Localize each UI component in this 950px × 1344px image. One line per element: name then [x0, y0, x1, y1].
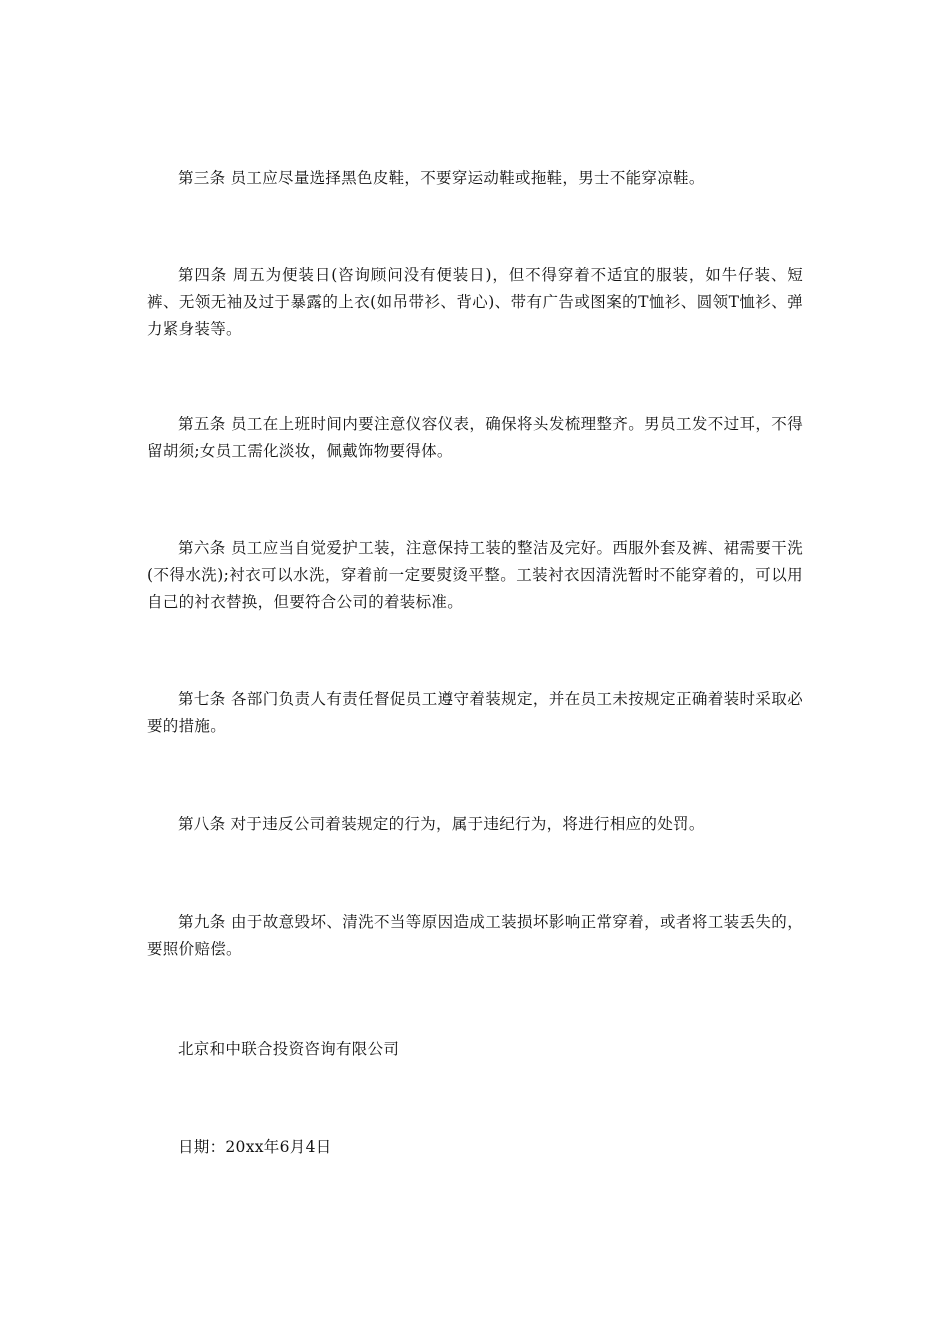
article-3: 第三条 员工应尽量选择黑色皮鞋，不要穿运动鞋或拖鞋，男士不能穿凉鞋。: [178, 169, 705, 187]
document-date: 日期：20xx年6月4日: [178, 1138, 332, 1156]
article-5: 第五条 员工在上班时间内要注意仪容仪表，确保将头发梳理整齐。男员工发不过耳，不得留胡须;女员工需化淡妆，佩戴饰物要得体。: [147, 415, 803, 460]
company-name: 北京和中联合投资咨询有限公司: [178, 1040, 400, 1058]
article-8: 第八条 对于违反公司着装规定的行为，属于违纪行为，将进行相应的处罚。: [178, 815, 705, 833]
article-4: 第四条 周五为便装日(咨询顾问没有便装日)，但不得穿着不适宜的服装，如牛仔装、短裤、无领无袖及过于暴露的上衣(如吊带衫、背心)、带有广告或图案的T恤衫、圆领T恤衫、弹力紧身装等。: [147, 266, 803, 338]
article-6: 第六条 员工应当自觉爱护工装，注意保持工装的整洁及完好。西服外套及裤、裙需要干洗(不得水洗);衬衣可以水洗，穿着前一定要熨烫平整。工装衬衣因清洗暂时不能穿着的，可以用自己的衬衣替换，但要符合公司的着装标准。: [147, 539, 803, 611]
article-9: 第九条 由于故意毁坏、清洗不当等原因造成工装损坏影响正常穿着，或者将工装丢失的，要照价赔偿。: [147, 913, 803, 958]
article-7: 第七条 各部门负责人有责任督促员工遵守着装规定，并在员工未按规定正确着装时采取必要的措施。: [147, 690, 803, 735]
